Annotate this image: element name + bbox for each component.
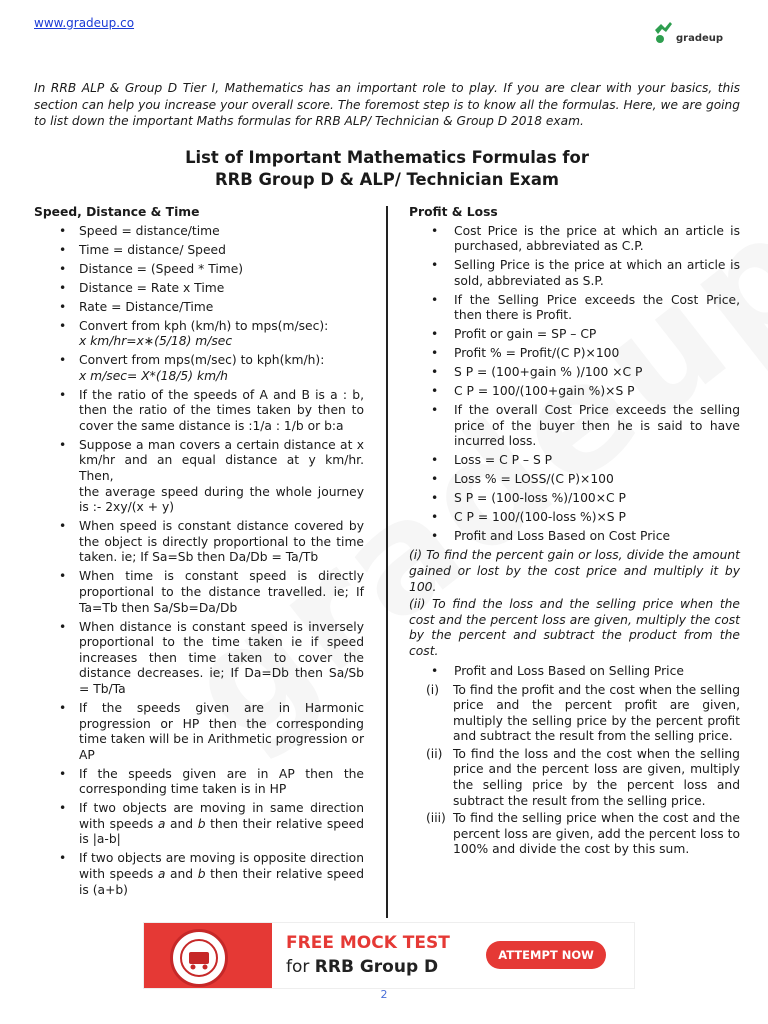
bullet-icon: •	[431, 384, 439, 399]
section-heading-speed: Speed, Distance & Time	[34, 205, 200, 219]
cost-price-rule-2: (ii) To find the loss and the selling price when the cost and the percent loss are given, multiply the cost by the percent and subtract the product from the cost.	[409, 597, 740, 658]
list-item: • Profit and Loss Based on Selling Price	[431, 663, 684, 678]
list-item: • When time is constant speed is directly proportional to the distance travelled. ie; If Ta=Tb then Sa/Sb=Da/Db	[59, 569, 364, 615]
list-item: • If the speeds given are in AP then the corresponding time taken is in HP	[59, 766, 364, 797]
list-item: • Distance = Rate x Time	[59, 280, 225, 295]
bullet-icon: •	[59, 569, 67, 584]
list-item: • Distance = (Speed * Time)	[59, 261, 244, 276]
list-item: • If the Selling Price exceeds the Cost Price, then there is Profit.	[431, 292, 740, 323]
list-item: • S P = (100-loss %)/100×C P	[431, 491, 626, 506]
page-number: 2	[380, 988, 388, 1001]
list-item: • Rate = Distance/Time	[59, 299, 214, 314]
banner-headline: FREE MOCK TEST	[286, 933, 450, 953]
bullet-icon: •	[59, 851, 67, 866]
bullet-icon: •	[59, 619, 67, 634]
bullet-icon: •	[431, 453, 439, 468]
list-item: • Loss = C P – S P	[431, 453, 553, 468]
list-item: • Cost Price is the price at which an article is purchased, abbreviated as C.P.	[431, 223, 740, 254]
bullet-icon: •	[59, 242, 67, 257]
bullet-icon: •	[431, 223, 439, 238]
selling-price-heading-list	[409, 664, 740, 680]
list-item: • When speed is constant distance covered by the object is directly proportional to the time taken. ie; If Sa=Sb then Da/Db = Ta/Tb	[59, 519, 364, 565]
cost-price-rule-1: (i) To find the percent gain or loss, divide the amount gained or lost by the cost price and multiply it by 100.	[409, 548, 740, 594]
list-item: • Suppose a man covers a certain distance at x km/hr and an equal distance at y km/hr. Then, the average speed during the whole journey is :- 2xy/(x + y)	[59, 437, 364, 515]
mock-test-banner[interactable]	[143, 922, 635, 989]
bullet-icon: •	[59, 801, 67, 816]
list-item: • If the speeds given are in Harmonic progression or HP then the corresponding time taken will be in Arithmetic progression or AP	[59, 700, 364, 762]
list-item: • If the overall Cost Price exceeds the selling price of the buyer then he is said to have incurred loss.	[431, 403, 740, 449]
banner-red-panel	[144, 923, 272, 988]
section-heading-profit-loss: Profit & Loss	[409, 205, 498, 219]
selling-price-rules	[409, 683, 740, 859]
list-item: • If two objects are moving in same direction with speeds a and b then their relative speed is |a-b|	[59, 801, 365, 847]
left-column	[34, 205, 364, 902]
title-line-2: RRB Group D & ALP/ Technician Exam	[215, 170, 559, 189]
list-item: (i) To find the profit and the cost when the selling price and the percent profit are given, multiply the selling price by the percent profit and subtract the result from the selling price.	[426, 682, 740, 744]
bullet-icon: •	[431, 327, 439, 342]
bullet-icon: •	[431, 346, 439, 361]
banner-subline: for RRB Group D	[286, 957, 439, 977]
list-item: • C P = 100/(100+gain %)×S P	[431, 384, 635, 399]
list-item: • S P = (100+gain % )/100 ×C P	[431, 365, 643, 380]
bullet-icon: •	[59, 353, 67, 368]
column-divider	[386, 206, 388, 918]
list-item: • Profit or gain = SP – CP	[431, 327, 597, 342]
list-item: • When distance is constant speed is inversely proportional to the time taken ie if speed increases then time taken to cover the distance decreases. ie; If Da=Db then Sa/Sb = Tb/Ta	[59, 619, 364, 696]
bullet-icon: •	[59, 700, 67, 715]
train-emblem-icon	[170, 929, 228, 987]
gradeup-logo-icon	[652, 20, 674, 44]
list-item: • Selling Price is the price at which an article is sold, abbreviated as S.P.	[431, 258, 740, 288]
logo-text: gradeup	[676, 32, 724, 44]
list-item: • Profit % = Profit/(C P)×100	[431, 346, 620, 361]
bullet-icon: •	[431, 472, 439, 487]
bullet-icon: •	[59, 437, 67, 452]
bullet-icon: •	[59, 223, 67, 238]
intro-paragraph: In RRB ALP & Group D Tier I, Mathematics has an important role to play. If you are clear with your basics, this section can help you increase your overall score. The foremost step is to know all the formulas. Here, we are going to list down the important Maths formulas for RRB ALP/ Technician & Group D 2018 exam.	[34, 81, 740, 128]
bullet-icon: •	[431, 403, 439, 418]
list-item: (iii) To find the selling price when the cost and the percent loss are given, add the percent loss to 100% and divide the cost by this sum.	[426, 811, 740, 857]
attempt-now-button[interactable]: ATTEMPT NOW	[486, 941, 606, 969]
bullet-icon: •	[431, 365, 439, 380]
bullet-icon: •	[431, 510, 439, 525]
speed-formula-list	[34, 224, 364, 899]
site-link[interactable]: www.gradeup.co	[34, 16, 135, 30]
bullet-icon: •	[431, 529, 439, 544]
list-item: • Convert from mps(m/sec) to kph(km/h): x m/sec= X*(18/5) km/h	[59, 353, 325, 383]
list-item: • Loss % = LOSS/(C P)×100	[431, 472, 614, 487]
gradeup-logo[interactable]	[652, 20, 723, 44]
right-column	[409, 205, 740, 860]
list-item: • If the ratio of the speeds of A and B is a : b, then the ratio of the times taken by then to cover the same distance is :1/a : 1/b or b:a	[59, 387, 364, 433]
list-item: • Speed = distance/time	[59, 223, 220, 238]
list-item: • Convert from kph (km/h) to mps(m/sec): x km/hr=x∗(5/18) m/sec	[59, 318, 329, 349]
list-item: (ii) To find the loss and the cost when the selling price and the percent loss are given, multiply the selling price by the percent loss and subtract the result from the selling price.	[426, 746, 740, 808]
bullet-icon: •	[431, 292, 439, 307]
bullet-icon: •	[59, 299, 67, 314]
bullet-icon: •	[431, 258, 439, 273]
list-item: • C P = 100/(100-loss %)×S P	[431, 510, 626, 525]
title-line-1: List of Important Mathematics Formulas for	[185, 148, 589, 167]
bullet-icon: •	[59, 318, 67, 333]
bullet-icon: •	[431, 663, 439, 678]
list-item: • Time = distance/ Speed	[59, 242, 226, 257]
bullet-icon: •	[431, 491, 439, 506]
bullet-icon: •	[59, 387, 67, 402]
bullet-icon: •	[59, 280, 67, 295]
bullet-icon: •	[59, 261, 67, 276]
page-title	[34, 147, 740, 191]
list-item: • Profit and Loss Based on Cost Price	[431, 529, 671, 544]
profit-loss-list	[409, 224, 740, 545]
bullet-icon: •	[59, 766, 67, 781]
list-item: • If two objects are moving is opposite direction with speeds a and b then their relative speed is (a+b)	[59, 851, 365, 897]
bullet-icon: •	[59, 519, 67, 534]
